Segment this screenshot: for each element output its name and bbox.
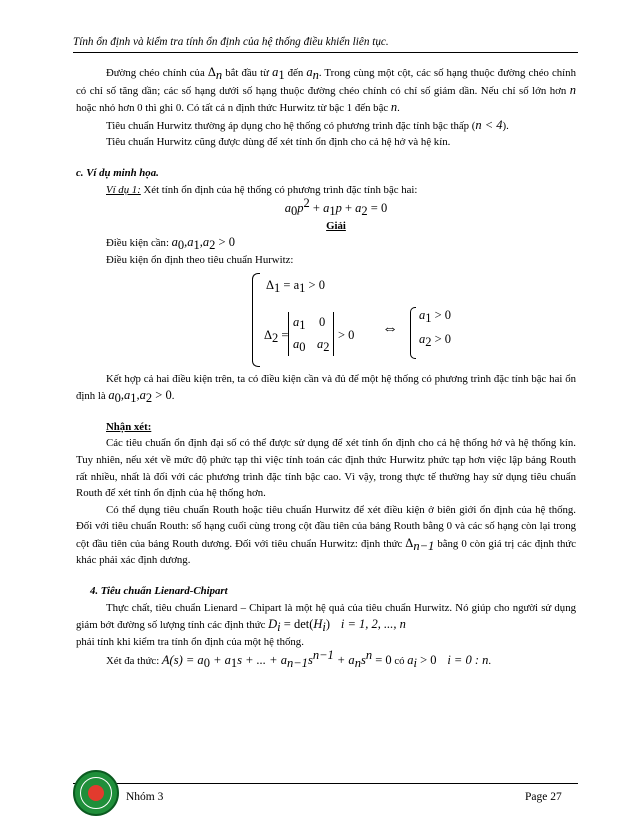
matrix-cell: $a_2$ — [317, 336, 330, 354]
result-line-2: $a_2 > 0$ — [419, 331, 452, 349]
footer-rule — [73, 783, 578, 784]
university-logo-icon — [73, 770, 119, 816]
right-brace — [410, 307, 416, 359]
running-header: Tính ổn định và kiểm tra tính ổn định của hệ thống điều khiển liên tục. — [73, 36, 389, 48]
characteristic-equation: $a_0p^2 + a_1p + a_2 = 0$ — [284, 196, 388, 219]
left-brace — [252, 273, 260, 367]
section-c-heading: c. Ví dụ minh họa. — [76, 166, 159, 179]
determinant-matrix — [288, 312, 334, 356]
delta-2-rhs: > 0 — [338, 327, 355, 342]
footer-page-number: Page 27 — [525, 791, 562, 803]
equivalence-arrow: ⇔ — [382, 319, 398, 337]
paragraph-check: phải tính khi kiểm tra tính ổn định của một hệ thống. — [76, 635, 304, 648]
polynomial-line: Xét đa thức: $A(s) = a_0 + a_1s$ + ... + $a_{n-1}s^{n-1} + a_ns^n = 0$ có $a_i > 0$ i = 0 : n. — [106, 648, 492, 671]
paragraph-low-order: Tiêu chuẩn Hurwitz thường áp dụng cho hệ thống có phương trình đặc tính bậc thấp (n < 4). — [106, 117, 509, 132]
matrix-cell: $a_1$ — [293, 314, 306, 332]
result-line-1: $a_1 > 0$ — [419, 307, 452, 325]
delta-2-label: $\Delta_2$ = — [264, 327, 289, 345]
paragraph-lienard: Thực chất, tiêu chuẩn Lienard – Chipart là một hệ quả của tiêu chuẩn Hurwitz. Nó giúp cho người sử dụng giảm bớt đường số lượng tính các định thức $D_i = \det(H_i)$ i = 1, 2, ..., n — [76, 601, 576, 635]
matrix-cell: 0 — [319, 314, 326, 329]
hurwitz-system — [76, 271, 576, 371]
example-1: Ví dụ 1: Xét tính ổn định của hệ thống có phương trình đặc tính bậc hai: — [106, 183, 418, 196]
document-body — [76, 64, 576, 670]
remark-heading: Nhận xét: — [106, 420, 152, 433]
remark-paragraph-1: Các tiêu chuẩn ổn định đại số có thể được sử dụng để xét tính ổn định cho cả hệ thống hở và hệ thống kín. Tuy nhiên, nếu xét về mức độ phức tạp thì việc tính toán các định thức Hurwitz phức tạp hơn việc lập bảng Routh rất nhiều, nhất là đối với các phương trình đặc tính bậc cao. Vì vậy, trong thực tế thường hay sử dụng tiêu chuẩn Routh để xét tính ổn định của hệ thống hơn. — [76, 437, 576, 500]
solution-heading: Giải — [326, 219, 346, 232]
footer-group: Nhóm 3 — [126, 791, 164, 803]
delta-1-line: $\Delta_1 = a_1 > 0$ — [266, 277, 325, 295]
matrix-cell: $a_0$ — [293, 336, 306, 354]
hurwitz-condition-intro: Điều kiện ổn định theo tiêu chuẩn Hurwitz: — [106, 253, 294, 266]
section-4-heading: 4. Tiêu chuẩn Lienard-Chipart — [90, 585, 228, 598]
necessary-condition: Điều kiện cần: $a_0,a_1,a_2 > 0$ — [106, 235, 235, 253]
paragraph-diagonal: Đường chéo chính của $\Delta_n$ bắt đầu từ $a_1$ đến $a_n$. Trong cùng một cột, các số hạng thuộc đường chéo chính có chỉ số tăng dần; các số hạng dưới số hạng thuộc đường chéo chính có chỉ số giảm dần. Nếu chỉ số lớn hơn n hoặc nhỏ hơn 0 thì ghi 0. Có tất cả n định thức Hurwitz từ bậc 1 đến bậc n. — [76, 65, 576, 115]
paragraph-combined: Kết hợp cả hai điều kiện trên, ta có điều kiện cần và đủ để một hệ thống có phương trình đặc tính bậc hai ổn định là $a_0,a_1,a_2 > 0$. — [76, 372, 576, 406]
paragraph-open-closed: Tiêu chuẩn Hurwitz cũng được dùng để xét tính ổn định cho cả hệ hở và hệ kín. — [106, 136, 451, 149]
remark-paragraph-2: Có thể dụng tiêu chuẩn Routh hoặc tiêu chuẩn Hurwitz để xét điều kiện ở biên giới ổn định của hệ thống. Đối với tiêu chuẩn Routh: số hạng cuối cùng trong cột đầu tiên của bảng Routh bằng 0 và các số hạng còn lại trong cột đầu tiên của bảng Routh dương. Đối với tiêu chuẩn Hurwitz: định thức $\Delta_{n-1}$ bằng 0 còn giá trị các định thức khác phải xác định dương. — [76, 503, 576, 567]
header-rule — [73, 52, 578, 53]
